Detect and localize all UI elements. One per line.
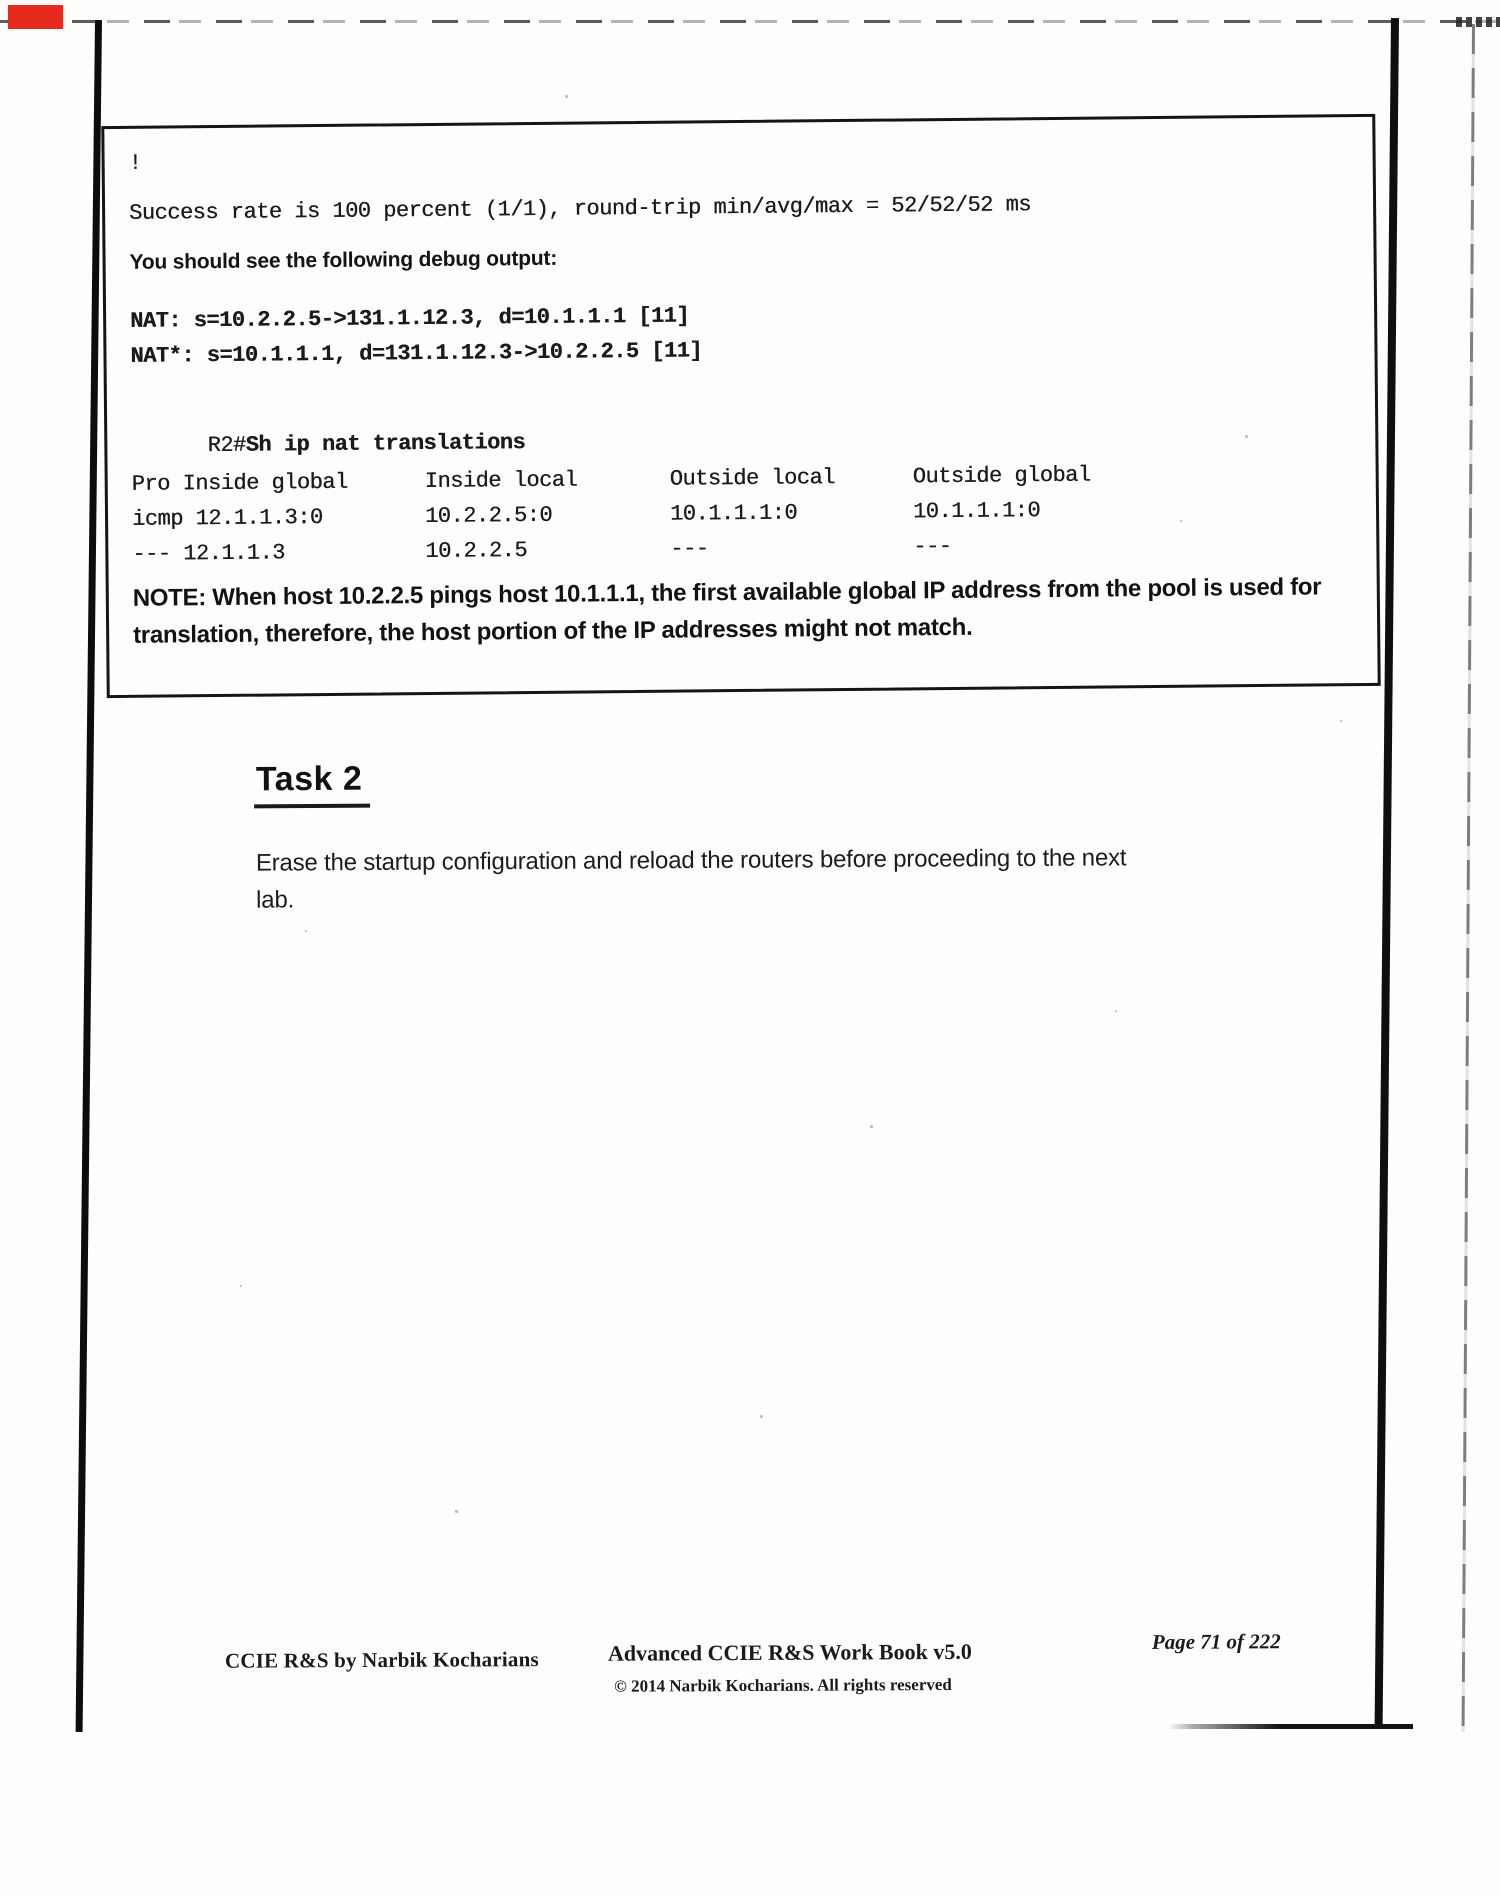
page-edge-line	[1462, 24, 1475, 1732]
task-description	[256, 839, 1127, 918]
page-footer	[0, 1628, 1500, 1706]
note-text-line: NOTE: When host 10.2.2.5 pings host 10.1.1.1, the first available global IP address from the pool is used for	[132, 573, 1322, 612]
debug-output-intro: You should see the following debug output:	[129, 246, 558, 274]
note-text-line: translation, therefore, the host portion of the IP addresses might not match.	[133, 613, 973, 649]
nat-table-cell: 10.2.2.5	[425, 538, 528, 565]
nat-table-cell: ---	[670, 536, 709, 562]
footer-author: CCIE R&S by Narbik Kocharians	[224, 1647, 539, 1673]
scan-speck	[870, 1125, 873, 1128]
footer-book-title: Advanced CCIE R&S Work Book v5.0	[607, 1638, 972, 1666]
page-edge-dashed-line	[0, 20, 1500, 23]
nat-table-cell: ---	[913, 533, 952, 560]
scan-speck	[1115, 1010, 1117, 1012]
router-command: Sh ip nat translations	[245, 430, 526, 458]
scan-speck	[305, 930, 307, 932]
console-bang-line: !	[128, 150, 142, 176]
nat-debug-line: NAT*: s=10.1.1.1, d=131.1.12.3->10.2.2.5 [11]	[130, 338, 703, 369]
right-margin-line	[1375, 18, 1399, 1728]
nat-table-header-cell: Inside local	[424, 467, 578, 495]
task-heading: Task 2	[254, 760, 371, 809]
footer-page-number: Page 71 of 222	[1151, 1629, 1281, 1654]
nat-table-header-cell: Outside local	[669, 465, 835, 492]
nat-debug-line: NAT: s=10.2.2.5->131.1.12.3, d=10.1.1.1 [11]	[130, 303, 690, 334]
nat-table-cell: 10.1.1.1:0	[912, 498, 1041, 525]
footer-copyright: © 2014 Narbik Kocharians. All rights reserved	[614, 1674, 952, 1696]
scan-speck	[240, 1285, 242, 1287]
router-prompt-prefix: R2#	[207, 432, 246, 459]
nat-table-cell: 10.2.2.5:0	[424, 502, 553, 530]
nat-table-cell: 10.1.1.1:0	[669, 500, 798, 527]
scan-speck	[565, 95, 568, 98]
nat-table-header-cell: Pro Inside global	[131, 469, 348, 497]
nat-table-cell: icmp 12.1.1.3:0	[131, 505, 323, 532]
red-scan-mark	[8, 5, 63, 29]
scan-speck	[455, 1510, 458, 1513]
nat-table-header-cell: Outside global	[912, 462, 1091, 490]
left-margin-line	[76, 20, 102, 1732]
nat-translations-table	[132, 455, 1367, 572]
task-description-line: Erase the startup configuration and reload the routers before proceeding to the next	[255, 844, 1127, 877]
page-edge-dash-cluster	[1456, 17, 1500, 27]
scan-speck	[1340, 720, 1342, 722]
task-description-line: lab.	[256, 886, 295, 914]
success-rate-line: Success rate is 100 percent (1/1), round-trip min/avg/max = 52/52/52 ms	[129, 192, 1032, 226]
console-output-box	[101, 114, 1380, 698]
bottom-margin-line	[1168, 1724, 1413, 1729]
scan-speck	[760, 1415, 763, 1418]
nat-table-cell: --- 12.1.1.3	[132, 540, 285, 567]
